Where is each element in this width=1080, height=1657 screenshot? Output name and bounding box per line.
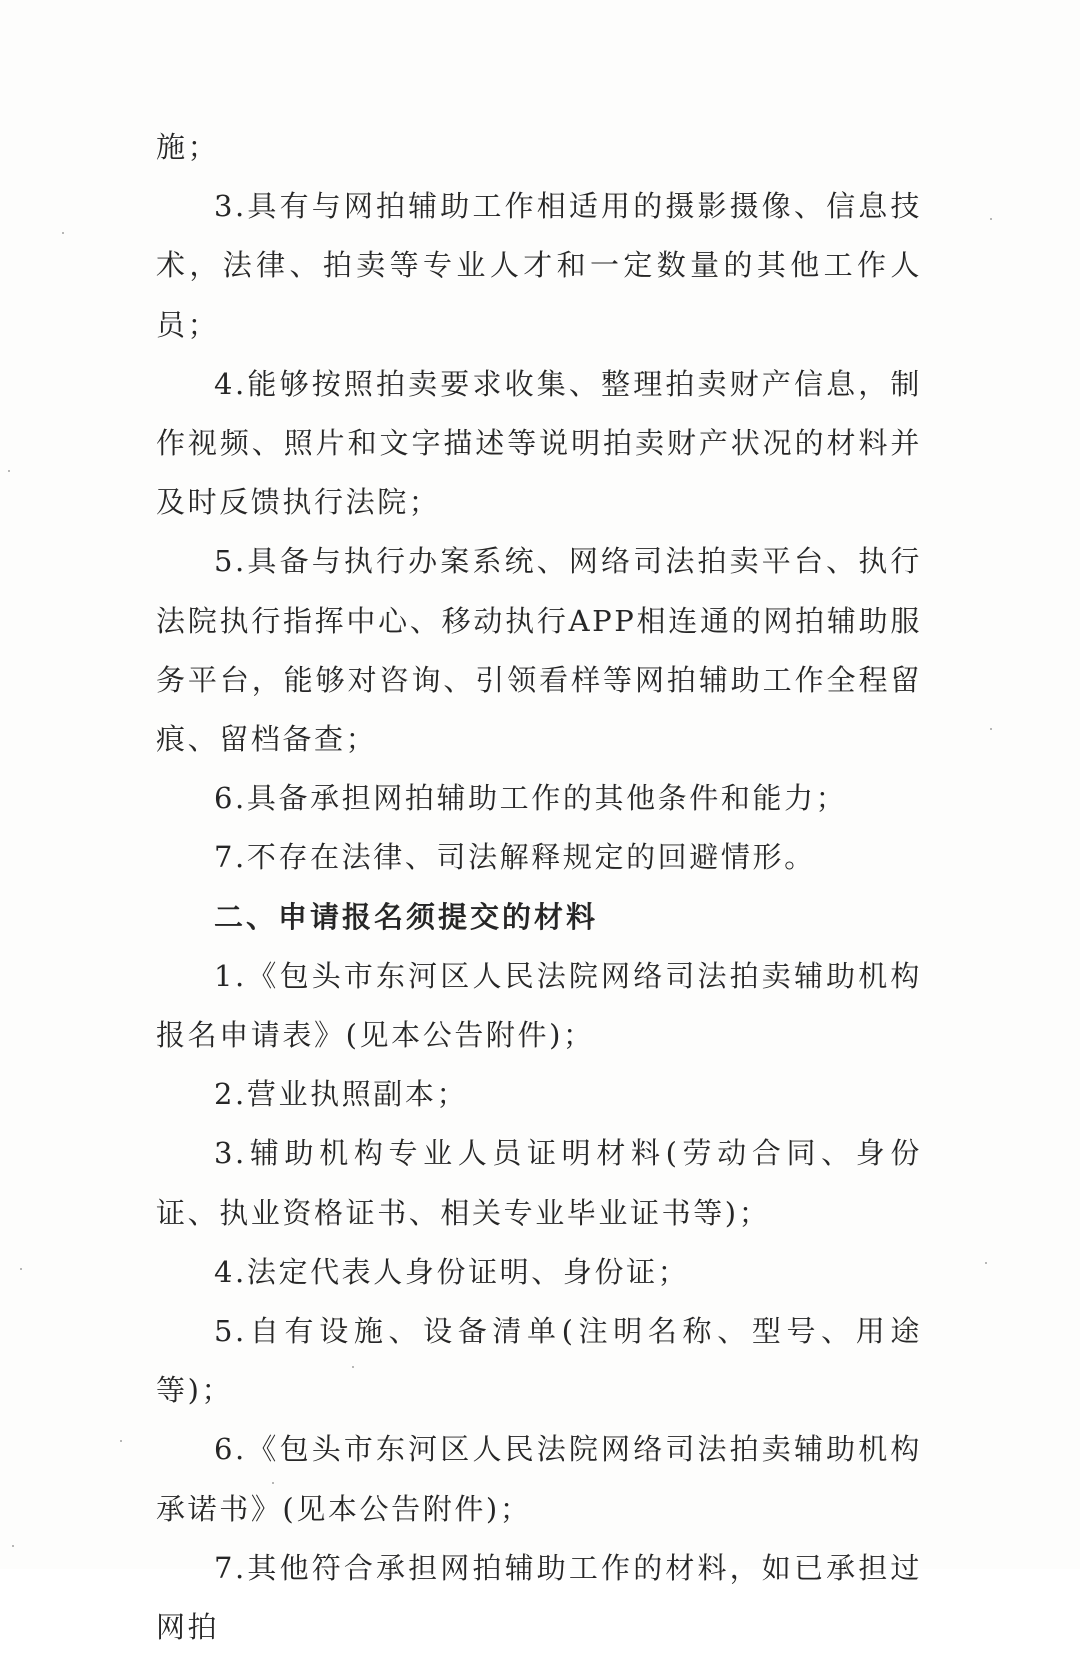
paragraph-requirement-4: 4.能够按照拍卖要求收集、整理拍卖财产信息，制作视频、照片和文字描述等说明拍卖财产状况的材料并及时反馈执行法院； (156, 366, 922, 520)
section-heading-materials: 二、申请报名须提交的材料 (214, 899, 599, 934)
scan-speck (120, 1440, 122, 1442)
paragraph-material-7: 7.其他符合承担网拍辅助工作的材料，如已承担过网拍 (156, 1550, 922, 1645)
document-body (156, 118, 922, 1657)
paragraph-requirement-7: 7.不存在法律、司法解释规定的回避情形。 (214, 840, 816, 875)
paragraph-material-3: 3.辅助机构专业人员证明材料(劳动合同、身份证、执业资格证书、相关专业毕业证书等)； (156, 1136, 922, 1230)
scan-speck (20, 1268, 22, 1270)
scan-speck (990, 218, 992, 220)
scan-speck (12, 1545, 14, 1547)
paragraph-material-4: 4.法定代表人身份证明、身份证； (214, 1254, 690, 1289)
scan-speck (352, 1366, 354, 1368)
scan-speck (990, 728, 992, 730)
paragraph-continuation: 施； (156, 130, 220, 164)
paragraph-material-5: 5.自有设施、设备清单(注明名称、型号、用途等)； (156, 1314, 922, 1408)
paragraph-requirement-5: 5.具备与执行办案系统、网络司法拍卖平台、执行法院执行指挥中心、移动执行APP相连通的网拍辅助服务平台，能够对咨询、引领看样等网拍辅助工作全程留痕、留档备查； (156, 544, 922, 757)
paragraph-requirement-6: 6.具备承担网拍辅助工作的其他条件和能力； (214, 781, 848, 816)
paragraph-material-1: 1.《包头市东河区人民法院网络司法拍卖辅助机构报名申请表》(见本公告附件)； (156, 958, 922, 1053)
paragraph-material-6: 6.《包头市东河区人民法院网络司法拍卖辅助机构承诺书》(见本公告附件)； (156, 1432, 922, 1526)
paragraph-material-2: 2.营业执照副本； (214, 1077, 469, 1112)
paragraph-requirement-3: 3.具有与网拍辅助工作相适用的摄影摄像、信息技术，法律、拍卖等专业人才和一定数量的其他工作人员； (156, 189, 922, 342)
scan-speck (272, 1482, 274, 1484)
scan-speck (8, 470, 10, 472)
scan-speck (985, 1262, 987, 1264)
scan-speck (62, 232, 64, 234)
